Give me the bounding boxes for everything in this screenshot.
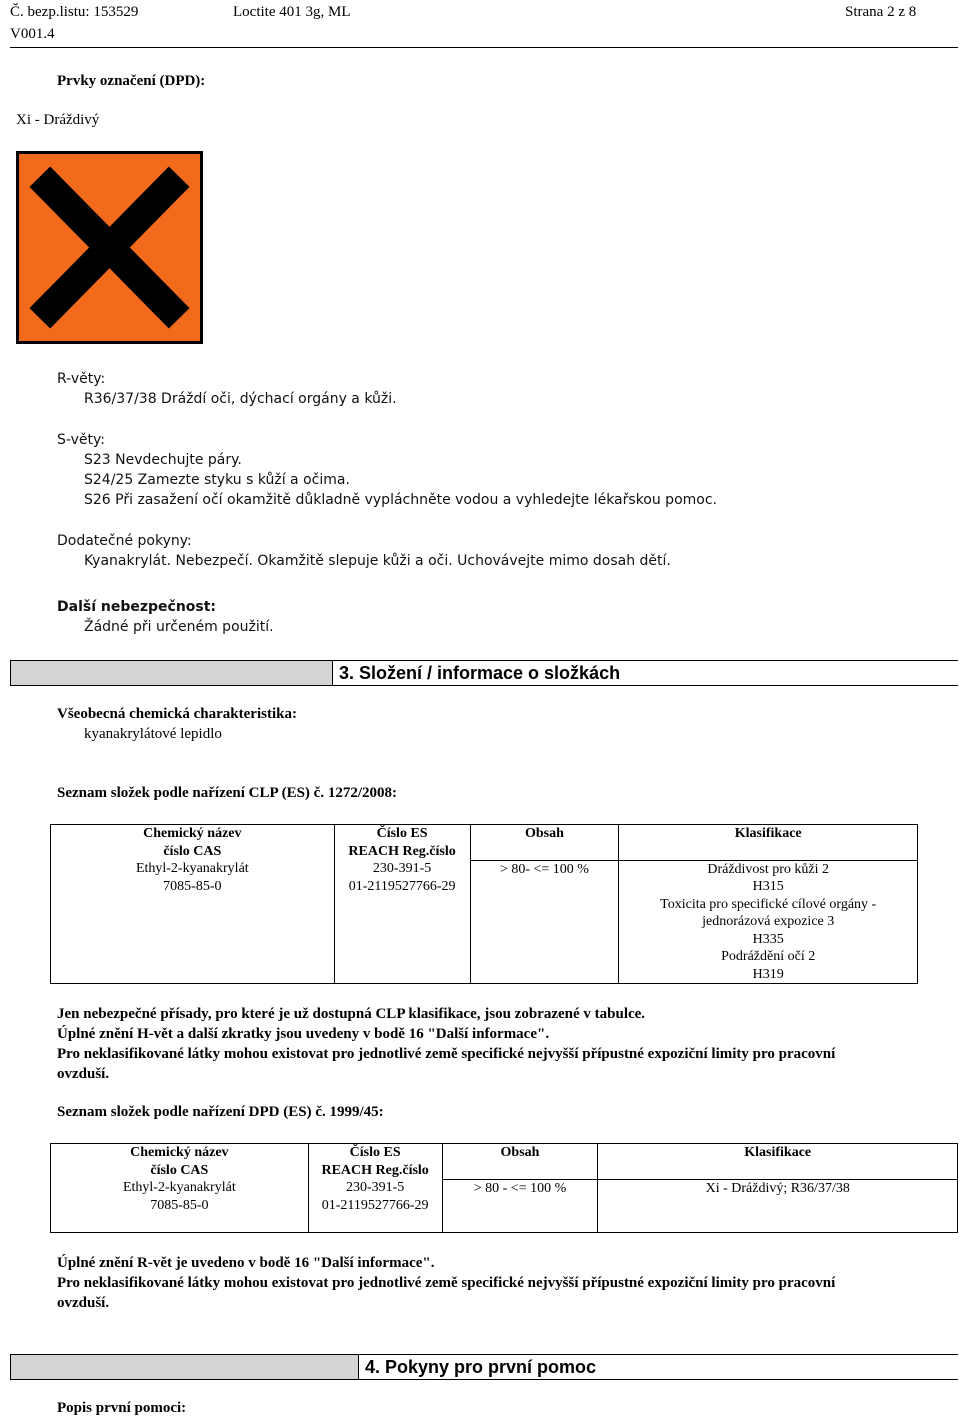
dpd-components-table xyxy=(50,1143,958,1233)
cell-name: Ethyl-2-kyanakrylát 7085-85-0 xyxy=(51,1179,309,1232)
table-row xyxy=(51,860,918,984)
column-header-name: Chemický název číslo CAS xyxy=(51,825,335,861)
header-divider xyxy=(10,47,958,48)
additional-heading: Dodatečné pokyny: xyxy=(57,533,192,549)
clp-note: Jen nebezpečné přísady, pro které je už dostupná CLP klasifikace, jsou zobrazené v tabulce. xyxy=(57,1006,646,1022)
cell-classification: Xi - Dráždivý; R36/37/38 xyxy=(598,1179,958,1232)
column-header-ec: Číslo ES REACH Reg.číslo xyxy=(334,825,470,861)
column-header-content: Obsah xyxy=(442,1144,598,1180)
sheet-number: Č. bezp.listu: 153529 xyxy=(10,4,139,20)
product-name: Loctite 401 3g, ML xyxy=(233,4,351,20)
other-hazard-heading: Další nebezpečnost: xyxy=(57,599,217,615)
labeling-heading: Prvky označení (DPD): xyxy=(57,73,206,89)
column-header-content: Obsah xyxy=(470,825,619,861)
dpd-note: ovzduší. xyxy=(57,1295,110,1311)
page-number: Strana 2 z 8 xyxy=(845,4,917,20)
table-header-row xyxy=(51,825,918,861)
column-header-ec: Číslo ES REACH Reg.číslo xyxy=(308,1144,442,1180)
clp-note: Úplné znění H-vět a další zkratky jsou uvedeny v bodě 16 "Další informace". xyxy=(57,1026,550,1042)
s-phrase: S23 Nevdechujte páry. xyxy=(84,452,242,468)
additional-text: Kyanakrylát. Nebezpečí. Okamžitě slepuje kůži a oči. Uchovávejte mimo dosah dětí. xyxy=(84,553,671,569)
general-chem-heading: Všeobecná chemická charakteristika: xyxy=(57,706,297,722)
r-phrases-heading: R-věty: xyxy=(57,371,106,387)
dpd-list-heading: Seznam složek podle nařízení DPD (ES) č. 1999/45: xyxy=(57,1104,384,1120)
dpd-note: Pro neklasifikované látky mohou existovat pro jednotlivé země specifické nejvyšší přípustné expoziční limity pro pracovní xyxy=(57,1275,836,1291)
cell-content: > 80- <= 100 % xyxy=(470,860,619,984)
cell-ec: 230-391-5 01-2119527766-29 xyxy=(334,860,470,984)
s-phrase: S26 Při zasažení očí okamžitě důkladně vypláchněte vodou a vyhledejte lékařskou pomoc. xyxy=(84,492,717,508)
r-phrase: R36/37/38 Dráždí oči, dýchací orgány a kůži. xyxy=(84,391,397,407)
column-header-name: Chemický název číslo CAS xyxy=(51,1144,309,1180)
section-4-title: 4. Pokyny pro první pomoc xyxy=(358,1355,959,1379)
table-header-row xyxy=(51,1144,958,1180)
clp-list-heading: Seznam složek podle nařízení CLP (ES) č. 1272/2008: xyxy=(57,785,397,801)
clp-note: ovzduší. xyxy=(57,1066,110,1082)
column-header-classification: Klasifikace xyxy=(619,825,918,861)
other-hazard-text: Žádné při určeném použití. xyxy=(84,619,274,635)
cell-ec: 230-391-5 01-2119527766-29 xyxy=(308,1179,442,1232)
cell-name: Ethyl-2-kyanakrylát 7085-85-0 xyxy=(51,860,335,984)
version: V001.4 xyxy=(10,26,55,42)
s-phrases-heading: S-věty: xyxy=(57,432,105,448)
s-phrase: S24/25 Zamezte styku s kůží a očima. xyxy=(84,472,350,488)
harmful-irritant-x-icon xyxy=(16,151,203,344)
dpd-note: Úplné znění R-vět je uvedeno v bodě 16 "Další informace". xyxy=(57,1255,435,1271)
column-header-classification: Klasifikace xyxy=(598,1144,958,1180)
cell-content: > 80 - <= 100 % xyxy=(442,1179,598,1232)
first-aid-heading: Popis první pomoci: xyxy=(57,1400,187,1416)
hazard-symbol-label: Xi - Dráždivý xyxy=(16,112,100,128)
table-row xyxy=(51,1179,958,1232)
clp-components-table xyxy=(50,824,918,984)
clp-note: Pro neklasifikované látky mohou existovat pro jednotlivé země specifické nejvyšší přípustné expoziční limity pro pracovní xyxy=(57,1046,836,1062)
general-chem-text: kyanakrylátové lepidlo xyxy=(84,726,222,742)
cell-classification: Dráždivost pro kůži 2 H315 Toxicita pro specifické cílové orgány - jednorázová expozice 3 H335 Podráždění očí 2 H319 xyxy=(619,860,918,984)
section-3-title: 3. Složení / informace o složkách xyxy=(332,661,959,685)
